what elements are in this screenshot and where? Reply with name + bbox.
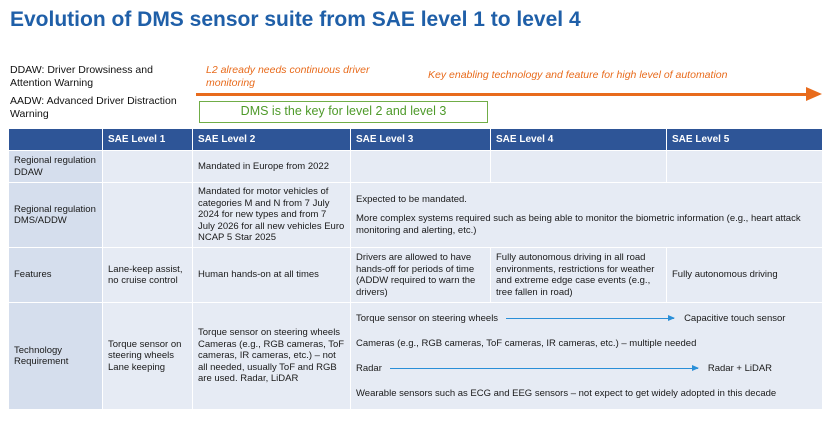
ddaw-level1-cell: [103, 151, 193, 183]
radar-from-text: Radar: [356, 362, 382, 374]
ddaw-level5-cell: [667, 151, 823, 183]
dms-level2-cell: Mandated for motor vehicles of categories M and N from 7 July 2024 for new types and from 7 July 2026 for all new vehicles Euro NCAP 5 Star 2025: [193, 183, 351, 248]
ddaw-level3-cell: [351, 151, 491, 183]
row-label-features: Features: [9, 248, 103, 303]
features-level2-cell: Human hands-on at all times: [193, 248, 351, 303]
automation-arrow-head-icon: [806, 87, 822, 101]
header-sae-level-4: SAE Level 4: [491, 129, 667, 151]
page-title: Evolution of DMS sensor suite from SAE level 1 to level 4: [10, 8, 581, 31]
torque-from-text: Torque sensor on steering wheels: [356, 312, 499, 324]
technology-level3-5-cell: [351, 303, 823, 410]
torque-arrow-icon: [506, 318, 674, 320]
cameras-line: [356, 337, 817, 350]
header-sae-level-1: SAE Level 1: [103, 129, 193, 151]
ddaw-level2-cell: Mandated in Europe from 2022: [193, 151, 351, 183]
l2-monitoring-note: L2 already needs continuous driver monitoring: [206, 64, 370, 89]
radar-to-text: Radar + LiDAR: [707, 362, 773, 374]
dms-key-callout: DMS is the key for level 2 and level 3: [199, 101, 488, 123]
table-row-ddaw: [9, 151, 823, 183]
sae-level-table: [8, 128, 823, 410]
row-label-dms: Regional regulation DMS/ADDW: [9, 183, 103, 248]
header-sae-level-3: SAE Level 3: [351, 129, 491, 151]
radar-progression: [356, 362, 817, 375]
technology-level2-cell: Torque sensor on steering wheels Cameras (e.g., RGB cameras, ToF cameras, IR cameras, etc.) – not all needed, usually ToF and RGB are used. Radar, LiDAR: [193, 303, 351, 410]
wearable-text: Wearable sensors such as ECG and EEG sensors – not expect to get widely adopted in this decade: [356, 387, 777, 399]
table-row-technology: [9, 303, 823, 410]
torque-progression: [356, 312, 817, 325]
table-row-dms: [9, 183, 823, 248]
features-level3-cell: Drivers are allowed to have hands-off for periods of time (ADDW required to warn the drivers): [351, 248, 491, 303]
header-sae-level-5: SAE Level 5: [667, 129, 823, 151]
aadw-definition: AADW: Advanced Driver Distraction Warning: [10, 95, 177, 120]
dms-level3-5-cell: [351, 183, 823, 248]
header-sae-level-2: SAE Level 2: [193, 129, 351, 151]
ddaw-definition: DDAW: Driver Drowsiness and Attention Warning: [10, 64, 153, 89]
dms-level1-cell: [103, 183, 193, 248]
radar-arrow-icon: [390, 368, 698, 370]
dms-expected-text: Expected to be mandated.: [356, 193, 467, 205]
row-label-ddaw: Regional regulation DDAW: [9, 151, 103, 183]
table-row-features: [9, 248, 823, 303]
key-enabling-note: Key enabling technology and feature for high level of automation: [428, 69, 728, 81]
features-level1-cell: Lane-keep assist, no cruise control: [103, 248, 193, 303]
row-label-technology: Technology Requirement: [9, 303, 103, 410]
table-header-row: [9, 129, 823, 151]
dms-complex-text: More complex systems required such as being able to monitor the biometric information (e.g., heart attack monitoring and alerting, etc.): [356, 213, 801, 236]
wearable-line: [356, 387, 817, 400]
torque-to-text: Capacitive touch sensor: [684, 312, 786, 324]
automation-arrow-line: [196, 93, 808, 96]
header-corner: [9, 129, 103, 151]
features-level4-cell: Fully autonomous driving in all road environments, restrictions for weather and extreme edge case events (e.g., tree fallen in road): [491, 248, 667, 303]
cameras-text: Cameras (e.g., RGB cameras, ToF cameras, IR cameras, etc.) – multiple needed: [356, 337, 697, 349]
features-level5-cell: Fully autonomous driving: [667, 248, 823, 303]
ddaw-level4-cell: [491, 151, 667, 183]
technology-level1-cell: Torque sensor on steering wheels Lane keeping: [103, 303, 193, 410]
